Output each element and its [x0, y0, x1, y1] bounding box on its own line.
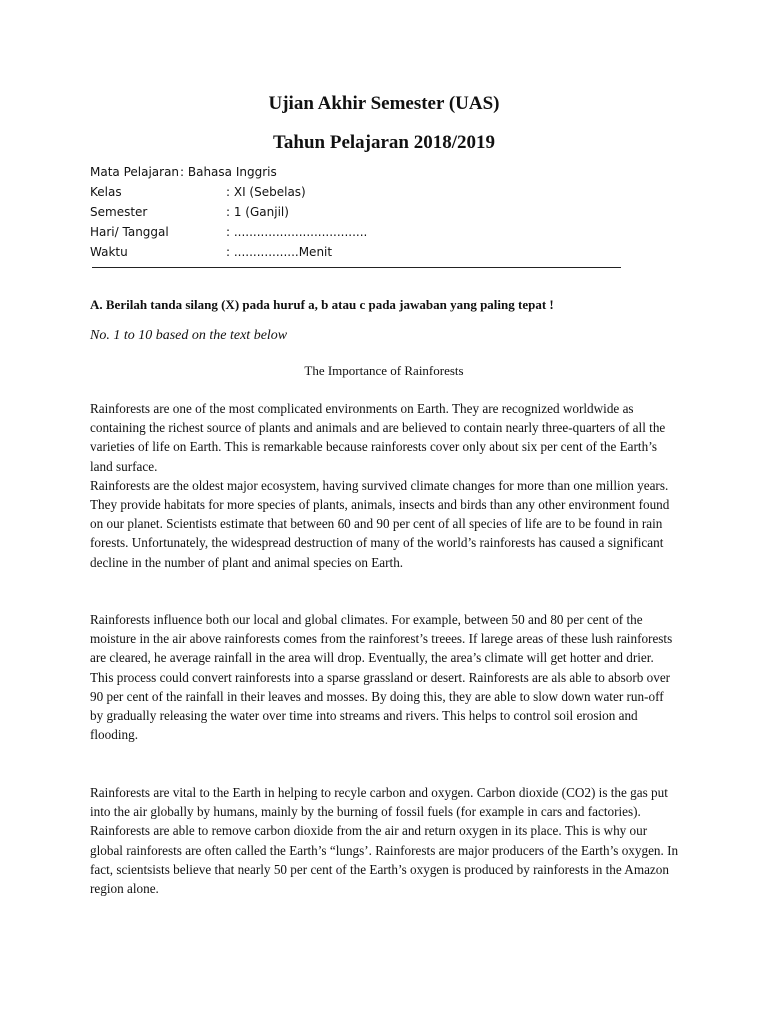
meta-row-subject [90, 162, 630, 182]
meta-label: Hari/ Tanggal [90, 225, 169, 239]
reading-title: The Importance of Rainforests [304, 363, 464, 378]
reading-block-2 [90, 610, 680, 744]
reading-paragraph: Rainforests are vital to the Earth in helping to recyle carbon and oxygen. Carbon dioxide (CO2) is the gas put into the air globally by humans, mainly by the burning of fossil fuels (for example in cars and factories). Rainforests are able to remove carbon dioxide from the air and return oxygen in its place. This is why our global rainforests are often called the Earth’s “lungs’. Rainforests are major producers of the Earth’s oxygen. In fact, scientsists believe that nearly 50 per cent of the Earth’s oxygen is produced by rainforests in the Amazon region alone. [90, 785, 679, 897]
meta-label: Waktu [90, 245, 128, 259]
meta-value: : 1 (Ganjil) [226, 205, 289, 219]
meta-label: Semester [90, 205, 148, 219]
reading-paragraph: Rainforests influence both our local and global climates. For example, between 50 and 80 per cent of the moisture in the air above rainforests comes from the rainforest’s treees. If larege areas of these lush rainforests are cleared, he average rainfall in the area will drop. Eventually, the area’s climate will get hotter and drier. This process could convert rainforests into a sparse grassland or desert. Rainforests are als able to absorb over 90 per cent of the rainfall in their leaves and mosses. By doing this, they are able to slow down water run-off by gradually releasing the water over time into streams and rivers. This helps to control soil erosion and flooding. [90, 612, 673, 743]
meta-value: : ................................... [226, 225, 368, 239]
meta-row-date [90, 222, 630, 242]
section-instruction: A. Berilah tanda silang (X) pada huruf a, b atau c pada jawaban yang paling tepat ! [90, 297, 554, 312]
meta-label: Mata Pelajaran [90, 165, 180, 179]
meta-row-class [90, 182, 630, 202]
reading-paragraph: Rainforests are one of the most complicated environments on Earth. They are recognized worldwide as containing the richest source of plants and animals and are believed to contain nearly three-quarters of all the varieties of life on Earth. This is remarkable because rainforests cover only about six per cent of the Earth’s land surface. [90, 401, 666, 474]
meta-value: : Bahasa Inggris [180, 165, 277, 179]
meta-row-semester [90, 202, 630, 222]
meta-label: Kelas [90, 185, 122, 199]
exam-info [90, 162, 630, 262]
reading-paragraph: Rainforests are the oldest major ecosystem, having survived climate changes for more than one million years. They provide habitats for more species of plants, animals, insects and birds than any other environment found on our planet. Scientists estimate that between 60 and 90 per cent of all species of life are to be found in rain forests. Unfortunately, the widespread destruction of many of the world’s rainforests has caused a significant decline in the number of plant and animal species on Earth. [90, 477, 670, 570]
reading-block-3 [90, 783, 680, 898]
meta-value: : XI (Sebelas) [226, 185, 306, 199]
reading-block-1 [90, 399, 680, 572]
academic-year: Tahun Pelajaran 2018/2019 [272, 132, 496, 153]
meta-value: : .................Menit [226, 245, 333, 259]
exam-title: Ujian Akhir Semester (UAS) [268, 93, 500, 114]
question-range-note: No. 1 to 10 based on the text below [90, 328, 288, 343]
header-divider [92, 267, 621, 268]
meta-row-time [90, 242, 630, 262]
